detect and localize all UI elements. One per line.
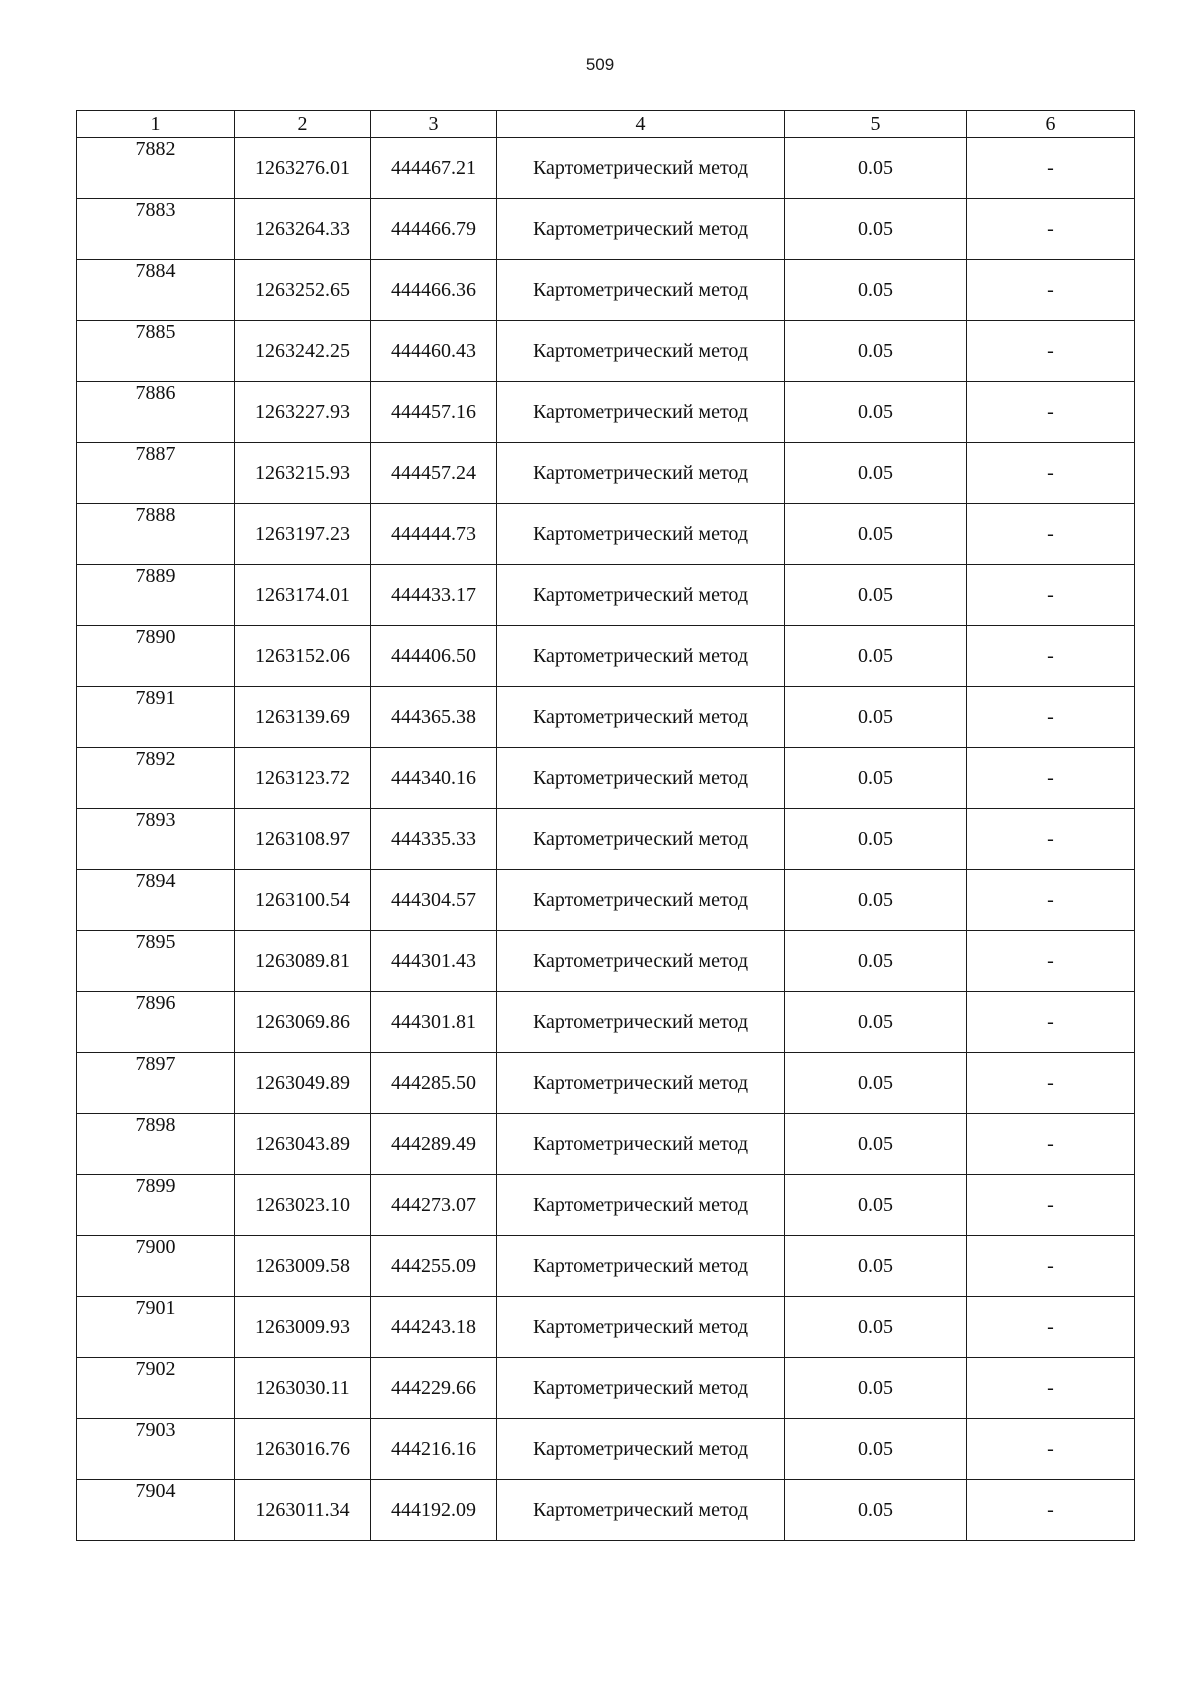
- accuracy-cell: 0.05: [785, 1114, 967, 1175]
- y-coordinate-cell: 444229.66: [371, 1358, 497, 1419]
- point-number-cell: 7887: [77, 443, 235, 504]
- note-cell: -: [967, 809, 1135, 870]
- y-coordinate-cell: 444255.09: [371, 1236, 497, 1297]
- y-coordinate-cell: 444335.33: [371, 809, 497, 870]
- note-cell: -: [967, 443, 1135, 504]
- table-row: [77, 199, 1135, 260]
- note-cell: -: [967, 138, 1135, 199]
- method-cell: Картометрический метод: [497, 931, 785, 992]
- point-number-cell: 7883: [77, 199, 235, 260]
- table-row: [77, 687, 1135, 748]
- x-coordinate-cell: 1263016.76: [235, 1419, 371, 1480]
- column-header: 1: [77, 111, 235, 138]
- note-cell: -: [967, 1419, 1135, 1480]
- table-row: [77, 138, 1135, 199]
- y-coordinate-cell: 444289.49: [371, 1114, 497, 1175]
- accuracy-cell: 0.05: [785, 1236, 967, 1297]
- note-cell: -: [967, 1358, 1135, 1419]
- point-number-cell: 7899: [77, 1175, 235, 1236]
- accuracy-cell: 0.05: [785, 1175, 967, 1236]
- note-cell: -: [967, 870, 1135, 931]
- point-number-cell: 7895: [77, 931, 235, 992]
- method-cell: Картометрический метод: [497, 1175, 785, 1236]
- note-cell: -: [967, 1297, 1135, 1358]
- note-cell: -: [967, 382, 1135, 443]
- y-coordinate-cell: 444466.79: [371, 199, 497, 260]
- table-row: [77, 382, 1135, 443]
- column-header: 5: [785, 111, 967, 138]
- method-cell: Картометрический метод: [497, 1236, 785, 1297]
- table-row: [77, 1236, 1135, 1297]
- accuracy-cell: 0.05: [785, 1297, 967, 1358]
- y-coordinate-cell: 444285.50: [371, 1053, 497, 1114]
- point-number-cell: 7884: [77, 260, 235, 321]
- table-row: [77, 626, 1135, 687]
- method-cell: Картометрический метод: [497, 870, 785, 931]
- point-number-cell: 7892: [77, 748, 235, 809]
- y-coordinate-cell: 444301.81: [371, 992, 497, 1053]
- method-cell: Картометрический метод: [497, 626, 785, 687]
- y-coordinate-cell: 444467.21: [371, 138, 497, 199]
- note-cell: -: [967, 626, 1135, 687]
- method-cell: Картометрический метод: [497, 321, 785, 382]
- method-cell: Картометрический метод: [497, 992, 785, 1053]
- column-header: 3: [371, 111, 497, 138]
- table-row: [77, 565, 1135, 626]
- note-cell: -: [967, 504, 1135, 565]
- x-coordinate-cell: 1263227.93: [235, 382, 371, 443]
- method-cell: Картометрический метод: [497, 1297, 785, 1358]
- table-row: [77, 870, 1135, 931]
- table-row: [77, 809, 1135, 870]
- method-cell: Картометрический метод: [497, 748, 785, 809]
- method-cell: Картометрический метод: [497, 260, 785, 321]
- accuracy-cell: 0.05: [785, 1053, 967, 1114]
- column-header: 2: [235, 111, 371, 138]
- note-cell: -: [967, 748, 1135, 809]
- table-row: [77, 1297, 1135, 1358]
- table-row: [77, 1419, 1135, 1480]
- x-coordinate-cell: 1263049.89: [235, 1053, 371, 1114]
- x-coordinate-cell: 1263043.89: [235, 1114, 371, 1175]
- accuracy-cell: 0.05: [785, 626, 967, 687]
- accuracy-cell: 0.05: [785, 260, 967, 321]
- point-number-cell: 7904: [77, 1480, 235, 1541]
- y-coordinate-cell: 444466.36: [371, 260, 497, 321]
- table-row: [77, 1053, 1135, 1114]
- method-cell: Картометрический метод: [497, 1053, 785, 1114]
- table-row: [77, 504, 1135, 565]
- x-coordinate-cell: 1263100.54: [235, 870, 371, 931]
- accuracy-cell: 0.05: [785, 565, 967, 626]
- point-number-cell: 7888: [77, 504, 235, 565]
- x-coordinate-cell: 1263174.01: [235, 565, 371, 626]
- table-row: [77, 1175, 1135, 1236]
- y-coordinate-cell: 444301.43: [371, 931, 497, 992]
- table-row: [77, 443, 1135, 504]
- x-coordinate-cell: 1263009.93: [235, 1297, 371, 1358]
- column-header: 4: [497, 111, 785, 138]
- accuracy-cell: 0.05: [785, 809, 967, 870]
- y-coordinate-cell: 444457.16: [371, 382, 497, 443]
- note-cell: -: [967, 992, 1135, 1053]
- table-header-row: [77, 111, 1135, 138]
- point-number-cell: 7882: [77, 138, 235, 199]
- y-coordinate-cell: 444243.18: [371, 1297, 497, 1358]
- note-cell: -: [967, 260, 1135, 321]
- point-number-cell: 7900: [77, 1236, 235, 1297]
- point-number-cell: 7901: [77, 1297, 235, 1358]
- y-coordinate-cell: 444273.07: [371, 1175, 497, 1236]
- table-row: [77, 748, 1135, 809]
- point-number-cell: 7885: [77, 321, 235, 382]
- point-number-cell: 7893: [77, 809, 235, 870]
- method-cell: Картометрический метод: [497, 138, 785, 199]
- point-number-cell: 7890: [77, 626, 235, 687]
- table-row: [77, 260, 1135, 321]
- point-number-cell: 7897: [77, 1053, 235, 1114]
- point-number-cell: 7894: [77, 870, 235, 931]
- point-number-cell: 7886: [77, 382, 235, 443]
- x-coordinate-cell: 1263215.93: [235, 443, 371, 504]
- accuracy-cell: 0.05: [785, 321, 967, 382]
- x-coordinate-cell: 1263123.72: [235, 748, 371, 809]
- accuracy-cell: 0.05: [785, 1480, 967, 1541]
- method-cell: Картометрический метод: [497, 382, 785, 443]
- y-coordinate-cell: 444304.57: [371, 870, 497, 931]
- table-row: [77, 931, 1135, 992]
- accuracy-cell: 0.05: [785, 504, 967, 565]
- note-cell: -: [967, 1480, 1135, 1541]
- x-coordinate-cell: 1263069.86: [235, 992, 371, 1053]
- x-coordinate-cell: 1263276.01: [235, 138, 371, 199]
- y-coordinate-cell: 444444.73: [371, 504, 497, 565]
- note-cell: -: [967, 1175, 1135, 1236]
- point-number-cell: 7903: [77, 1419, 235, 1480]
- x-coordinate-cell: 1263242.25: [235, 321, 371, 382]
- method-cell: Картометрический метод: [497, 504, 785, 565]
- x-coordinate-cell: 1263023.10: [235, 1175, 371, 1236]
- table-row: [77, 1114, 1135, 1175]
- x-coordinate-cell: 1263011.34: [235, 1480, 371, 1541]
- note-cell: -: [967, 1236, 1135, 1297]
- table-row: [77, 1358, 1135, 1419]
- y-coordinate-cell: 444406.50: [371, 626, 497, 687]
- accuracy-cell: 0.05: [785, 870, 967, 931]
- accuracy-cell: 0.05: [785, 199, 967, 260]
- x-coordinate-cell: 1263264.33: [235, 199, 371, 260]
- note-cell: -: [967, 687, 1135, 748]
- table-body: [77, 138, 1135, 1541]
- point-number-cell: 7896: [77, 992, 235, 1053]
- accuracy-cell: 0.05: [785, 382, 967, 443]
- y-coordinate-cell: 444216.16: [371, 1419, 497, 1480]
- method-cell: Картометрический метод: [497, 565, 785, 626]
- accuracy-cell: 0.05: [785, 443, 967, 504]
- point-number-cell: 7889: [77, 565, 235, 626]
- accuracy-cell: 0.05: [785, 1358, 967, 1419]
- y-coordinate-cell: 444365.38: [371, 687, 497, 748]
- accuracy-cell: 0.05: [785, 992, 967, 1053]
- y-coordinate-cell: 444433.17: [371, 565, 497, 626]
- method-cell: Картометрический метод: [497, 199, 785, 260]
- y-coordinate-cell: 444457.24: [371, 443, 497, 504]
- y-coordinate-cell: 444460.43: [371, 321, 497, 382]
- method-cell: Картометрический метод: [497, 1480, 785, 1541]
- note-cell: -: [967, 199, 1135, 260]
- note-cell: -: [967, 1114, 1135, 1175]
- point-number-cell: 7902: [77, 1358, 235, 1419]
- y-coordinate-cell: 444192.09: [371, 1480, 497, 1541]
- accuracy-cell: 0.05: [785, 748, 967, 809]
- table-row: [77, 992, 1135, 1053]
- method-cell: Картометрический метод: [497, 687, 785, 748]
- page-number: 509: [585, 55, 615, 74]
- x-coordinate-cell: 1263089.81: [235, 931, 371, 992]
- x-coordinate-cell: 1263197.23: [235, 504, 371, 565]
- x-coordinate-cell: 1263030.11: [235, 1358, 371, 1419]
- x-coordinate-cell: 1263139.69: [235, 687, 371, 748]
- method-cell: Картометрический метод: [497, 443, 785, 504]
- x-coordinate-cell: 1263009.58: [235, 1236, 371, 1297]
- table-row: [77, 321, 1135, 382]
- x-coordinate-cell: 1263152.06: [235, 626, 371, 687]
- column-header: 6: [967, 111, 1135, 138]
- accuracy-cell: 0.05: [785, 138, 967, 199]
- accuracy-cell: 0.05: [785, 1419, 967, 1480]
- note-cell: -: [967, 931, 1135, 992]
- note-cell: -: [967, 1053, 1135, 1114]
- method-cell: Картометрический метод: [497, 1419, 785, 1480]
- note-cell: -: [967, 321, 1135, 382]
- x-coordinate-cell: 1263108.97: [235, 809, 371, 870]
- accuracy-cell: 0.05: [785, 931, 967, 992]
- coordinates-table: [76, 110, 1135, 1541]
- y-coordinate-cell: 444340.16: [371, 748, 497, 809]
- note-cell: -: [967, 565, 1135, 626]
- method-cell: Картометрический метод: [497, 1358, 785, 1419]
- method-cell: Картометрический метод: [497, 809, 785, 870]
- table-row: [77, 1480, 1135, 1541]
- accuracy-cell: 0.05: [785, 687, 967, 748]
- point-number-cell: 7898: [77, 1114, 235, 1175]
- method-cell: Картометрический метод: [497, 1114, 785, 1175]
- x-coordinate-cell: 1263252.65: [235, 260, 371, 321]
- point-number-cell: 7891: [77, 687, 235, 748]
